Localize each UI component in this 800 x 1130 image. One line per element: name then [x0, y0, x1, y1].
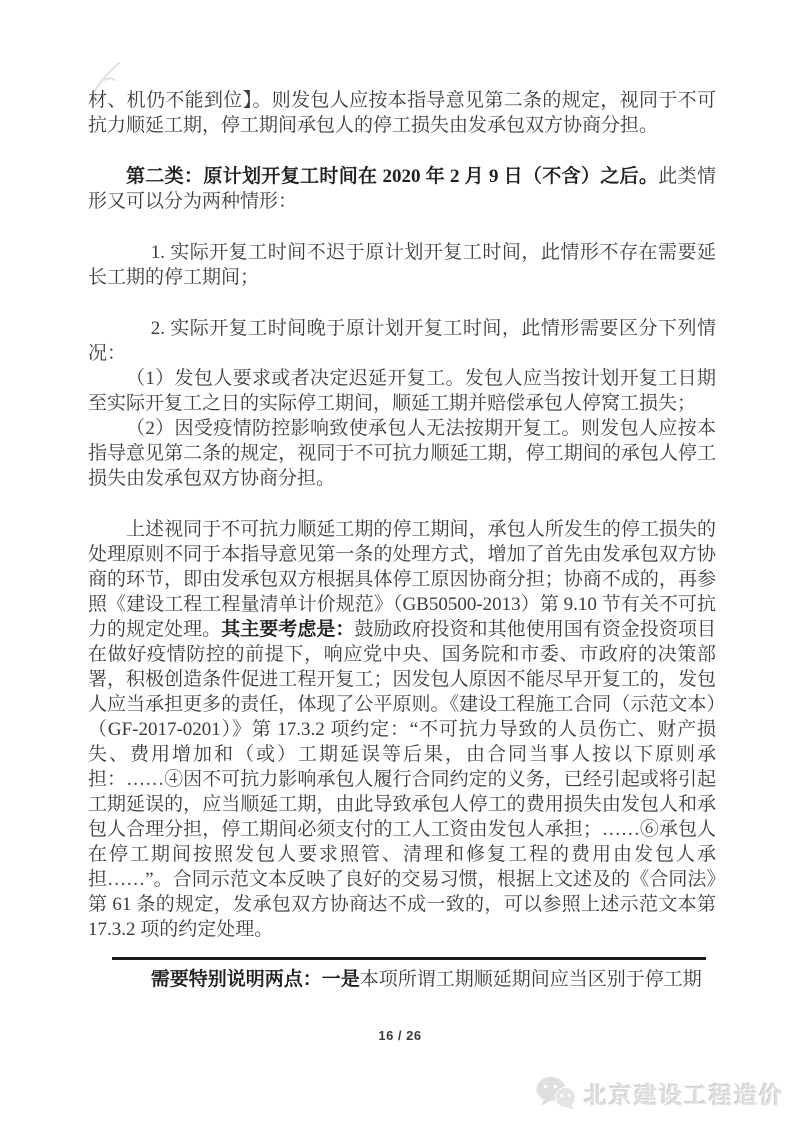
paragraph-text: 此类情形又可以分为两种情形：	[88, 166, 716, 212]
paragraph-category-2	[88, 164, 716, 214]
paragraph-subitem-2	[88, 416, 716, 491]
paragraph-item-2	[88, 316, 716, 366]
watermark	[535, 1076, 784, 1110]
analysis-emphasis: 其主要考虑是：	[221, 619, 355, 640]
paragraph-text: （1）发包人要求或者决定迟延开复工。发包人应当按计划开复工日期至实际开复工之日的实际停工期间，顺延工期并赔偿承包人停窝工损失；	[88, 368, 716, 414]
paragraph-text: 2. 实际开复工时间晚于原计划开复工时间，此情形需要区分下列情况：	[88, 318, 716, 364]
paragraph-text: 1. 实际开复工时间不迟于原计划开复工时间，此情形不存在需要延长工期的停工期间；	[88, 242, 716, 288]
special-note-emphasis: 需要特别说明两点：一是	[150, 969, 360, 990]
paragraph-continuation	[88, 88, 716, 138]
paragraph-text: 鼓励政府投资和其他使用国有资金投资项目在做好疫情防控的前提下，响应党中央、国务院和市委、市政府的决策部署，积极创造条件促进工程开复工；因发包人原因不能尽早开复工的，发包人应当承担更多的责任，体现了公平原则。《建设工程施工合同（示范文本）（GF-2017-0201）》第 17.3.2 项约定：“不可抗力导致的人员伤亡、财产损失、费用增加和（或）工期延误等后果，由合同当事人按以下原则承担：……④因不可抗力影响承包人履行合同约定的义务，已经引起或将引起工期延误的，应当顺延工期，由此导致承包人停工的费用损失由发包人和承包人合理分担，停工期间必须支付的工人工资由发包人承担；……⑥承包人在停工期间按照发包人要求照管、清理和修复工程的费用由发包人承担……”。合同示范文本反映了良好的交易习惯，根据上文述及的《合同法》第 61 条的规定，发承包双方协商达不成一致的，可以参照上述示范文本第 17.3.2 项的约定处理。	[88, 619, 716, 940]
page-number: 16 / 26	[378, 1028, 422, 1043]
page-text	[88, 88, 716, 992]
wechat-icon	[535, 1076, 577, 1110]
paragraph-item-1	[88, 240, 716, 290]
paragraph-special-note	[88, 967, 716, 992]
category-2-heading: 第二类：原计划开复工时间在 2020 年 2 月 9 日（不含）之后。	[126, 166, 659, 187]
section-divider	[112, 957, 706, 960]
paragraph-text: 材、机仍不能到位】。则发包人应按本指导意见第二条的规定，视同于不可抗力顺延工期，停工期间承包人的停工损失由发承包双方协商分担。	[88, 90, 716, 136]
paragraph-text: 本项所谓工期顺延期间应当区别于停工期	[359, 969, 702, 990]
paragraph-text: 上述视同于不可抗力顺延工期的停工期间，承包人所发生的停工损失的处理原则不同于本指导意见第一条的处理方式，增加了首先由发承包双方协商的环节，即由发承包双方根据具体停工原因协商分担；协商不成的，再参照《建设工程工程量清单计价规范》（GB50500-2013）第 9.10 节有关不可抗力的规定处理。	[88, 519, 716, 640]
paragraph-subitem-1	[88, 366, 716, 416]
paragraph-text: （2）因受疫情防控影响致使承包人无法按期开复工。则发包人应按本指导意见第二条的规定，视同于不可抗力顺延工期，停工期间的承包人停工损失由发承包双方协商分担。	[88, 418, 716, 489]
watermark-text: 北京建设工程造价	[584, 1081, 784, 1108]
paragraph-analysis	[88, 517, 716, 942]
